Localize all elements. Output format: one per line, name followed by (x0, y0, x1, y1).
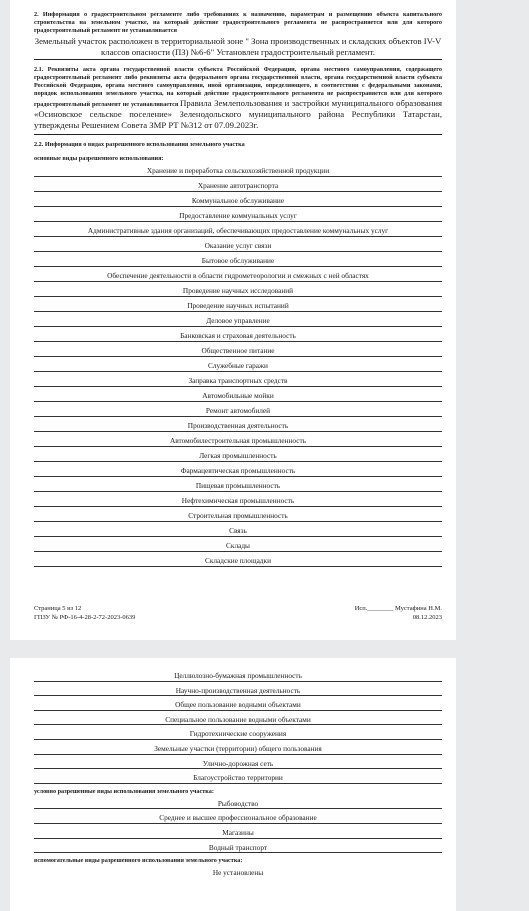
list-item: Среднее и высшее профессиональное образование (34, 809, 442, 824)
list-item: Складские площадки (34, 552, 442, 567)
list-item: Автомобилестроительная промышленность (34, 432, 442, 447)
list-item: Заправка транспортных средств (34, 372, 442, 387)
list-item: Гидротехнические сооружения (34, 725, 442, 740)
auxiliary-uses-value: Не установлены (212, 868, 264, 878)
footer-date: 08.12.2023 (412, 613, 442, 621)
list-item: Предоставление коммунальных услуг (34, 207, 442, 222)
footer-executor: Исп.________ Мустафина Н.М. (354, 605, 442, 612)
list-item: Специальное пользование водными объектами (34, 711, 442, 726)
list-item: Целлюлозно-бумажная промышленность (34, 667, 442, 682)
list-item: Магазины (34, 824, 442, 839)
footer-page-number: Страница 5 из 12 (34, 605, 82, 612)
list-item: Коммунальное обслуживание (34, 192, 442, 207)
list-item: Общественное питание (34, 342, 442, 357)
list-item: Служебные гаражи (34, 357, 442, 372)
list-item: Деловое управление (34, 312, 442, 327)
document-page-5 (10, 0, 456, 640)
list-item: Проведение научных испытаний (34, 297, 442, 312)
document-page-6 (10, 658, 456, 911)
list-item: Улично-дорожная сеть (34, 755, 442, 770)
section-2-2-heading: 2.2. Информация о видах разрешенного использования земельного участка (34, 140, 245, 148)
section-2-text: Земельный участок расположен в территориальной зоне " Зона производственных и складских объектов IV-V классов опасности (ПЗ) №6-6" Установлен градостроительный регламент. (34, 36, 442, 57)
list-item: Строительная промышленность (34, 507, 442, 522)
list-item: Легкая промышленность (34, 447, 442, 462)
section-2-heading: 2. Информация о градостроительном регламенте либо требованиях к назначению, параметрам и размещению объекта капитального строительства на земельном участке, на который действие градостроительного регламента не распространяется или для которого градостроительный регламент не устанавливается (34, 11, 442, 35)
main-uses-list (34, 162, 442, 567)
list-item: Производственная деятельность (34, 417, 442, 432)
list-item: Земельные участки (территории) общего пользования (34, 740, 442, 755)
list-item: Нефтехимическая промышленность (34, 492, 442, 507)
list-item: Склады (34, 537, 442, 552)
list-item: Пищевая промышленность (34, 477, 442, 492)
conditional-uses-list (34, 795, 442, 853)
list-item: Связь (34, 522, 442, 537)
list-item: Бытовое обслуживание (34, 252, 442, 267)
list-item: Хранение автотранспорта (34, 177, 442, 192)
conditional-uses-label: условно разрешенные виды использования земельного участка: (34, 787, 214, 795)
section-2-1-heading: 2.1. Реквизиты акта органа государственной власти субъекта Российской Федерации, органа местного самоуправления, содержащего градостроительный регламент либо реквизиты акта федерального органа государственной власти, органа государственной власти субъекта Российской Федерации, органа местного самоуправления, иной организации, определяющего, в соответствии с федеральными законами, порядок использования земельного участка, на который действие градостроительного регламента не распространяется или для которого градостроительный регламент не устанавливается Правила Землепользования и застройки муниципального образования «Осиновское сельское поселение» Зеленодольского муниципального района Республики Татарстан, утверждены Решением Совета ЗМР РТ №312 от 07.09.2023г. (34, 66, 442, 131)
list-item: Банковская и страховая деятельность (34, 327, 442, 342)
auxiliary-uses-label: вспомогательные виды разрешенного использования земельного участка: (34, 857, 243, 865)
list-item: Хранение и переработка сельскохозяйственной продукции (34, 162, 442, 177)
main-uses-label: основные виды разрешенного использования: (34, 154, 164, 162)
list-item: Общее пользование водными объектами (34, 696, 442, 711)
list-item: Автомобильные мойки (34, 387, 442, 402)
page-footer (34, 605, 442, 623)
list-item: Научно-производственная деятельность (34, 682, 442, 697)
list-item: Водный транспорт (34, 839, 442, 854)
list-item: Благоустройство территории (34, 769, 442, 784)
list-item: Обеспечение деятельности в области гидрометеорологии и смежных с ней областях (34, 267, 442, 282)
list-item: Проведение научных исследований (34, 282, 442, 297)
footer-doc-number: ГПЗУ № РФ-16-4-28-2-72-2023-0639 (34, 613, 136, 621)
list-item: Фармацевтическая промышленность (34, 462, 442, 477)
list-item: Рыбоводство (34, 795, 442, 810)
section-2-1-text: Правила Землепользования и застройки муниципального образования «Осиновское сельское поселение» Зеленодольского муниципального района Республики Татарстан, утверждены Решением Совета ЗМР РТ №312 от 07.09.2023г. (34, 98, 442, 131)
list-item: Административные здания организаций, обеспечивающих предоставление коммунальных услуг (34, 222, 442, 237)
list-item: Ремонт автомобилей (34, 402, 442, 417)
main-uses-list-continued (34, 667, 442, 784)
list-item: Оказание услуг связи (34, 237, 442, 252)
